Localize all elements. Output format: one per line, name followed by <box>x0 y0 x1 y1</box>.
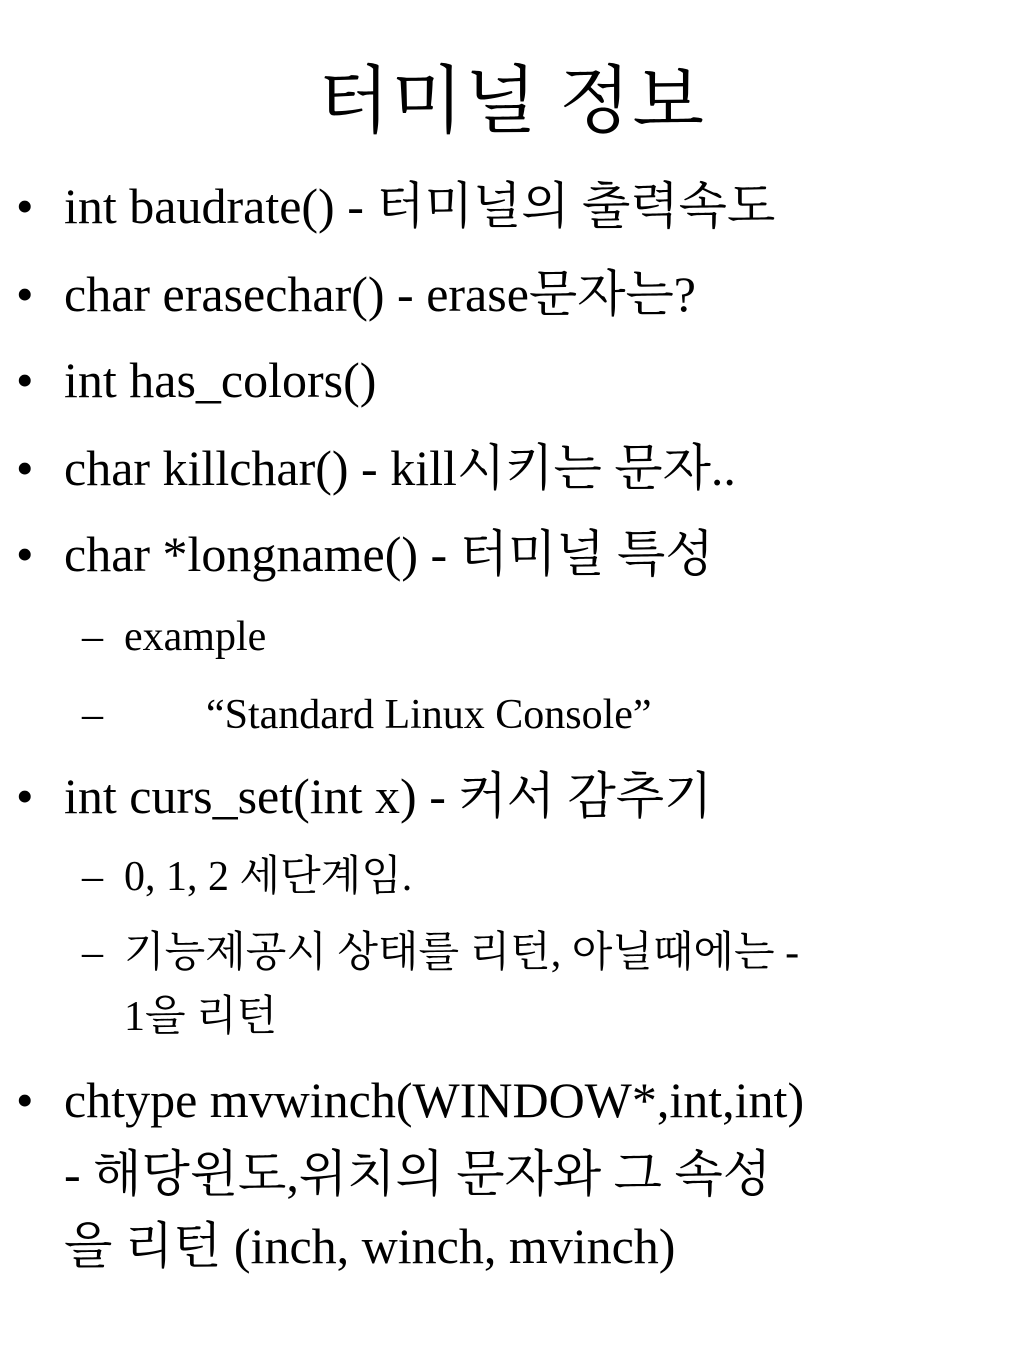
dash-icon: – <box>82 854 103 900</box>
bullet-icon: • <box>16 768 34 824</box>
list-item-baudrate: int baudrate() - 터미널의 출력속도 <box>64 178 776 234</box>
list-item-curs-set: int curs_set(int x) - 커서 감추기 <box>64 768 713 824</box>
bullet-icon: • <box>16 440 34 496</box>
dash-icon: – <box>82 930 103 976</box>
sub-item-example: example <box>124 614 267 660</box>
bullet-icon: • <box>16 266 34 322</box>
list-item-mvwinch-line2: - 해당윈도,위치의 문자와 그 속성 <box>64 1146 772 1202</box>
bullet-icon: • <box>16 526 34 582</box>
sub-item-return-line2: 1을 리턴 <box>124 994 278 1040</box>
list-item-mvwinch-line3: 을 리턴 (inch, winch, mvinch) <box>64 1218 676 1274</box>
dash-icon: – <box>82 692 103 738</box>
slide-title: 터미널 정보 <box>318 61 706 143</box>
list-item-erasechar: char erasechar() - erase문자는? <box>64 266 696 322</box>
list-item-has-colors: int has_colors() <box>64 352 377 408</box>
bullet-icon: • <box>16 178 34 234</box>
dash-icon: – <box>82 614 103 660</box>
sub-item-levels: 0, 1, 2 세단계임. <box>124 854 413 900</box>
bullet-icon: • <box>16 352 34 408</box>
sub-item-console-name: “Standard Linux Console” <box>206 692 652 738</box>
bullet-icon: • <box>16 1072 34 1128</box>
sub-item-return-line1: 기능제공시 상태를 리턴, 아닐때에는 - <box>124 930 800 976</box>
list-item-longname: char *longname() - 터미널 특성 <box>64 526 714 582</box>
list-item-killchar: char killchar() - kill시키는 문자.. <box>64 440 736 496</box>
list-item-mvwinch-line1: chtype mvwinch(WINDOW*,int,int) <box>64 1072 805 1128</box>
